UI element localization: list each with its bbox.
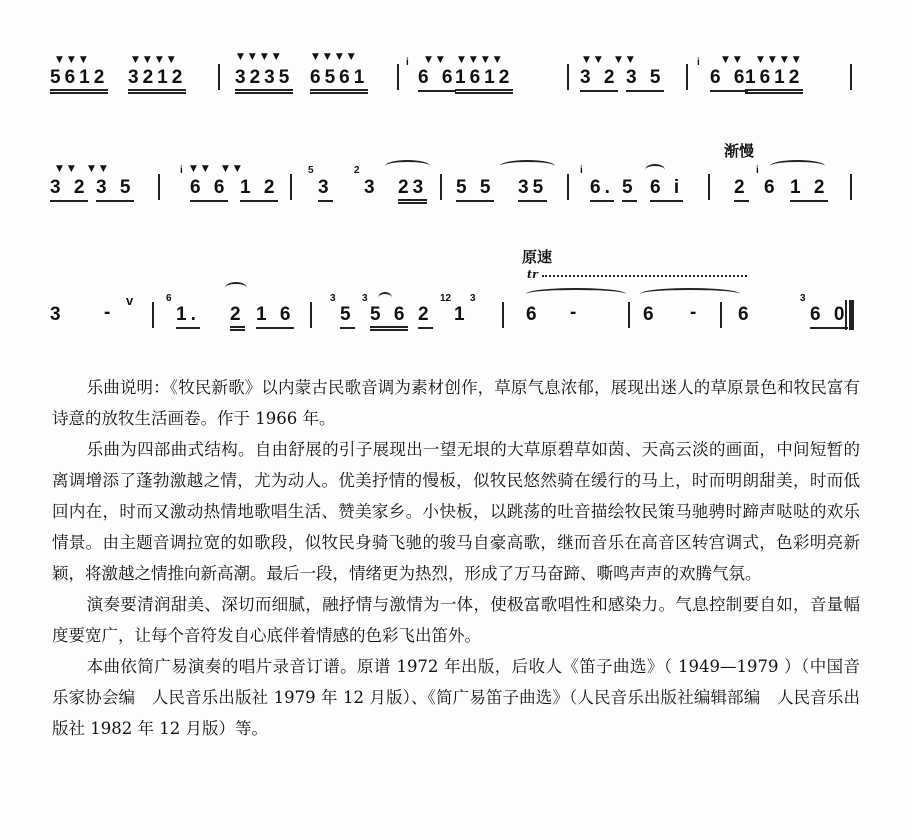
grace-note: 3: [470, 293, 476, 304]
accent-marks: ▼▼ ▼▼: [583, 55, 639, 65]
note-group: 3 2: [580, 68, 618, 92]
note-group: 1612: [745, 68, 803, 94]
paragraph: 乐曲为四部曲式结构。自由舒展的引子展现出一望无垠的大草原碧草如茵、天高云淡的画面，中间短暂的离调增添了蓬勃激越之情，尤为动人。优美抒情的慢板，似牧民悠然骑在缓行的马上，时而明朗甜美，时而低回内在，时而又激动热情地歌唱生活、赞美家乡。小快板，以跳荡的吐音描绘牧民策马驰骋时蹄声哒哒的欢乐情景。由主题音调拉宽的如歌段，似牧民身骑飞驰的骏马自豪高歌，继而音乐在高音区转宫调式，色彩明亮新颖，将激越之情推向新高潮。最后一段，情绪更为热烈，形成了万马奋蹄、嘶鸣声声的欢腾气氛。: [52, 440, 860, 583]
barline: [850, 174, 852, 200]
grace-note: 3: [800, 293, 806, 304]
tie: [640, 288, 740, 300]
accent-marks: ▼▼▼▼: [132, 55, 180, 65]
paragraph: 本曲依简广易演奏的唱片录音订谱。原谱 1972 年出版，后收人《笛子曲选》（ 1949—1979 ）（中国音乐家协会编 人民音乐出版社 1979 年 12 月版）、《简广易笛子曲选》（人民音乐出版社编辑部编 人民音乐出版社 1982 年 12 月版）等。: [52, 657, 860, 738]
note-group: 5 6: [370, 305, 408, 331]
barline: [628, 302, 630, 328]
note: 6: [526, 304, 541, 325]
trill-mark: tr: [527, 268, 538, 281]
grace-note: i: [180, 165, 183, 176]
note-group: 1612: [455, 68, 513, 94]
grace-note: 12: [440, 293, 452, 304]
note-group: 6 i: [650, 178, 683, 202]
note-group: 6 6: [710, 68, 748, 92]
paragraph: 乐曲说明：《牧民新歌》以内蒙古民歌音调为素材创作，草原气息浓郁，展现出迷人的草原景色和牧民富有诗意的放牧生活画卷。作于 1966 年。: [52, 378, 860, 428]
note: 1: [454, 304, 469, 325]
trill-line: [542, 275, 747, 281]
note: 1.: [176, 305, 200, 329]
accent-marks: ▼▼▼▼: [237, 52, 285, 62]
description: [52, 372, 860, 744]
breath-mark: v: [126, 293, 134, 308]
note-group: 6561: [310, 68, 368, 94]
barline: [686, 64, 688, 90]
note: 6: [643, 304, 658, 325]
note-group: 1 2: [240, 178, 278, 202]
accent-marks: ▼▼ ▼▼: [56, 164, 112, 174]
grace-note: i: [756, 165, 759, 176]
note-group: 35: [518, 178, 547, 202]
note: 2: [734, 178, 749, 202]
accent-marks: ▼▼▼: [56, 55, 92, 65]
barline: [502, 302, 504, 328]
dash: -: [104, 302, 115, 323]
note: 5: [622, 178, 637, 202]
slur: [225, 282, 247, 294]
barline: [850, 64, 852, 90]
note-group: 6 6: [190, 178, 228, 202]
slur: [770, 160, 825, 172]
note-group: 3212: [128, 68, 186, 94]
slur: [378, 292, 392, 304]
note: 3: [50, 304, 65, 325]
grace-note: i: [406, 57, 409, 68]
note-group: 3 5: [626, 68, 664, 92]
note-group: 5 5: [456, 178, 494, 202]
barline: [158, 174, 160, 200]
note: 2: [418, 305, 433, 329]
barline: [567, 174, 569, 200]
note-group: 3 2: [50, 178, 88, 202]
note: 2: [230, 305, 245, 331]
dash: -: [690, 302, 701, 323]
tempo-mark-original: 原速: [522, 248, 553, 266]
grace-note: i: [697, 57, 700, 68]
dash: -: [570, 302, 581, 323]
grace-note: 5: [308, 165, 314, 176]
note: 3: [318, 178, 333, 202]
note-group: 3 5: [96, 178, 134, 202]
slur: [385, 160, 430, 172]
accent-marks: ▼▼: [722, 55, 746, 65]
final-barline: [845, 300, 854, 330]
barline: [567, 64, 569, 90]
note: 6.: [590, 178, 614, 202]
grace-note: 3: [362, 293, 368, 304]
tie: [526, 288, 626, 300]
paragraph: 演奏要清润甜美、深切而细腻，融抒情与激情为一体，使极富歌唱性和感染力。气息控制要自如，音量幅度要宽广，让每个音符发自心底伴着情感的色彩飞出笛外。: [52, 595, 860, 645]
note-group: 23: [398, 178, 427, 204]
grace-note: 3: [330, 293, 336, 304]
grace-note: 2: [354, 165, 360, 176]
grace-note: 6: [166, 293, 172, 304]
note-group: 3235: [235, 68, 293, 94]
grace-note: i: [580, 165, 583, 176]
slur: [645, 164, 665, 176]
barline: [218, 64, 220, 90]
note: 5: [340, 305, 355, 329]
note: 3: [364, 177, 379, 198]
note-group: 5612: [50, 68, 108, 94]
barline: [152, 302, 154, 328]
slur: [500, 160, 555, 172]
accent-marks: ▼▼▼▼: [458, 55, 506, 65]
note-group: 1 2: [790, 178, 828, 202]
barline: [440, 174, 442, 200]
barline: [290, 174, 292, 200]
accent-marks: ▼▼▼▼: [757, 55, 805, 65]
accent-marks: ▼▼: [425, 55, 449, 65]
barline: [720, 302, 722, 328]
tempo-mark-slowing: 渐慢: [724, 142, 755, 160]
barline: [397, 64, 399, 90]
accent-marks: ▼▼ ▼▼: [190, 164, 246, 174]
note: 6: [764, 177, 779, 198]
barline: [310, 302, 312, 328]
barline: [708, 174, 710, 200]
accent-marks: ▼▼▼▼: [312, 52, 360, 62]
note-group: 1 6: [256, 305, 294, 329]
note-group: 6 6: [418, 68, 456, 92]
note: 6: [738, 304, 753, 325]
note-group: 6 0: [810, 305, 848, 329]
